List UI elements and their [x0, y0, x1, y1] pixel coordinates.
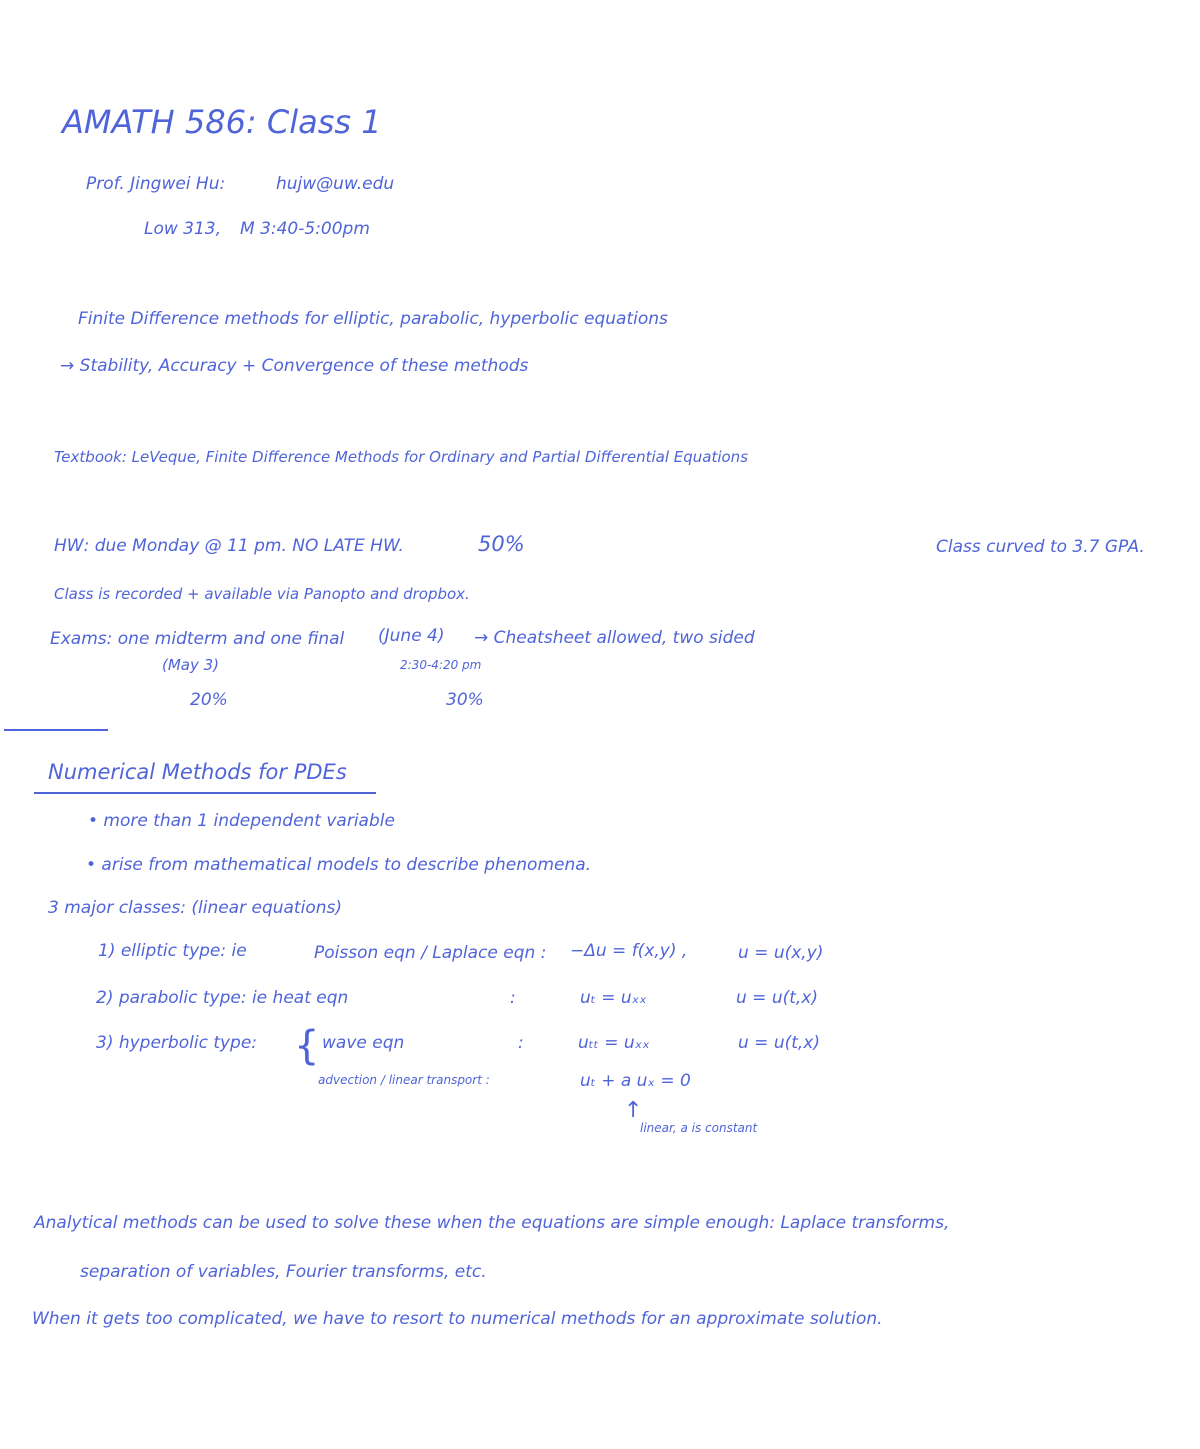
wave-variable: u = u(t,x) — [738, 1033, 820, 1053]
class-time: M 3:40-5:00pm — [240, 219, 370, 239]
elliptic-variable: u = u(x,y) — [738, 943, 824, 963]
section-divider — [4, 729, 108, 731]
class-room: Low 313, — [144, 219, 222, 239]
closing-line-2: separation of variables, Fourier transforms, etc. — [80, 1262, 487, 1282]
elliptic-eqn: −Δu = f(x,y) , — [570, 941, 688, 961]
homework-weight: 50% — [478, 532, 525, 556]
cheatsheet-note: → Cheatsheet allowed, two sided — [474, 628, 755, 648]
final-date: (June 4) — [378, 626, 445, 646]
overview-line-1: Finite Difference methods for elliptic, parabolic, hyperbolic equations — [78, 309, 668, 329]
page-title: AMATH 586: Class 1 — [62, 103, 382, 141]
closing-line-3: When it gets too complicated, we have to resort to numerical methods for an approximate solution. — [32, 1309, 883, 1329]
parabolic-eqn: uₜ = uₓₓ — [580, 988, 647, 1008]
homework-line: HW: due Monday @ 11 pm. NO LATE HW. — [54, 536, 404, 556]
pde-bullet-2: • arise from mathematical models to describe phenomena. — [86, 855, 592, 875]
advection-eqn: uₜ + a uₓ = 0 — [580, 1071, 691, 1091]
pde-heading-underline — [34, 792, 376, 794]
exams-line: Exams: one midterm and one final — [50, 629, 345, 649]
midterm-weight: 20% — [190, 690, 228, 710]
recording-note: Class is recorded + available via Panopto and dropbox. — [54, 585, 470, 603]
major-classes-line: 3 major classes: (linear equations) — [48, 898, 342, 918]
final-time: 2:30-4:20 pm — [400, 658, 482, 672]
wave-eqn-name: wave eqn — [322, 1033, 405, 1053]
hyperbolic-brace: { — [294, 1023, 320, 1069]
textbook-line: Textbook: LeVeque, Finite Difference Methods for Ordinary and Partial Differential Equations — [54, 448, 749, 466]
overview-line-2: → Stability, Accuracy + Convergence of these methods — [60, 356, 529, 376]
advection-note: linear, a is constant — [640, 1121, 758, 1135]
wave-colon: : — [518, 1033, 524, 1053]
hyperbolic-label: 3) hyperbolic type: — [96, 1033, 258, 1053]
up-arrow-icon: ↑ — [624, 1098, 643, 1123]
elliptic-eqn-name: Poisson eqn / Laplace eqn : — [314, 943, 547, 963]
elliptic-label: 1) elliptic type: ie — [98, 941, 247, 961]
professor-name: Prof. Jingwei Hu: — [86, 174, 226, 194]
parabolic-variable: u = u(t,x) — [736, 988, 818, 1008]
advection-eqn-name: advection / linear transport : — [318, 1073, 490, 1087]
professor-email: hujw@uw.edu — [276, 174, 395, 194]
wave-eqn: uₜₜ = uₓₓ — [578, 1033, 650, 1053]
pde-heading: Numerical Methods for PDEs — [48, 760, 347, 784]
grade-curve-note: Class curved to 3.7 GPA. — [936, 537, 1145, 557]
pde-bullet-1: • more than 1 independent variable — [88, 811, 395, 831]
final-weight: 30% — [446, 690, 484, 710]
closing-line-1: Analytical methods can be used to solve these when the equations are simple enough: Laplace transforms, — [34, 1213, 950, 1233]
parabolic-colon: : — [510, 988, 516, 1008]
midterm-date: (May 3) — [162, 656, 220, 674]
parabolic-label: 2) parabolic type: ie heat eqn — [96, 988, 349, 1008]
